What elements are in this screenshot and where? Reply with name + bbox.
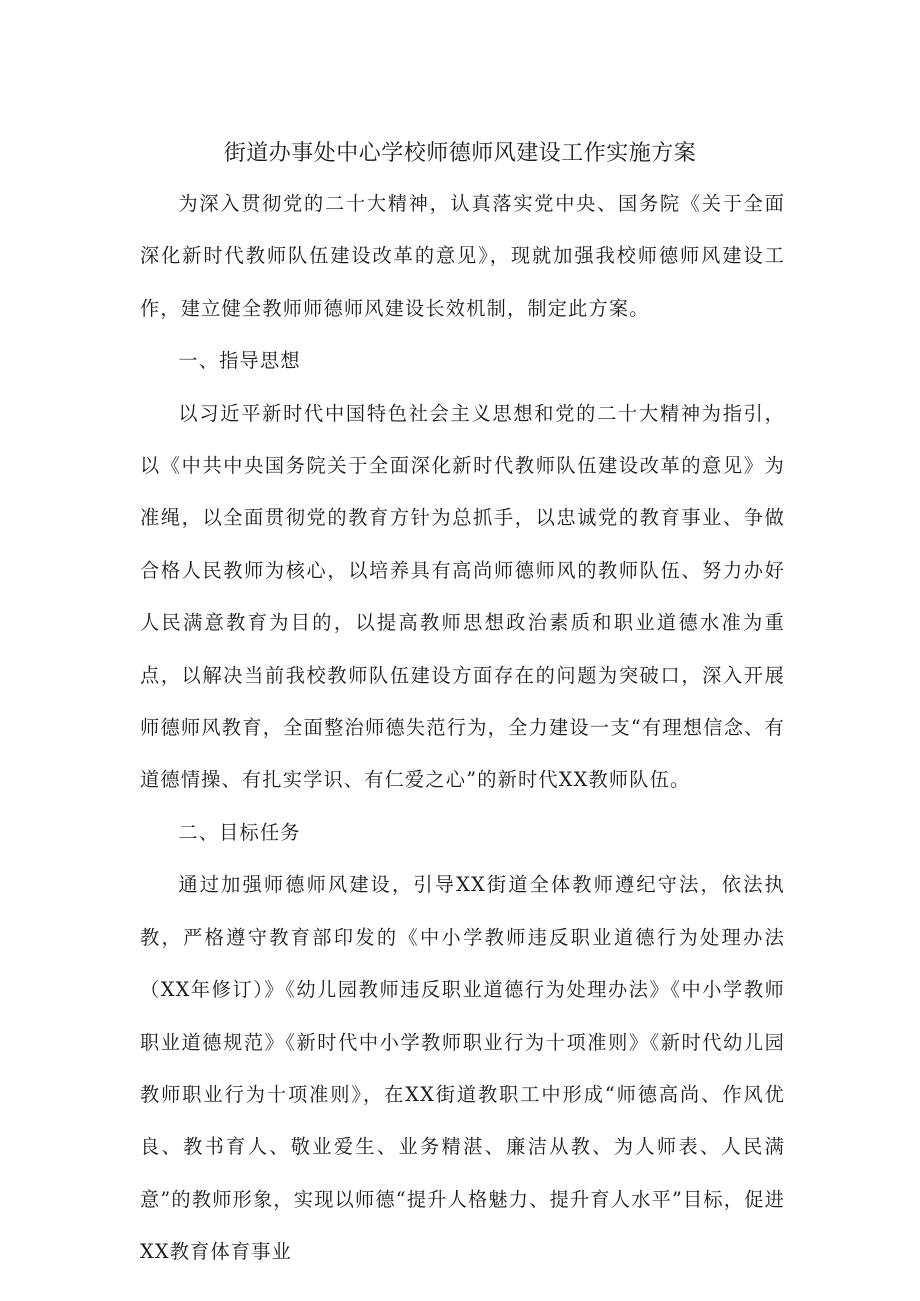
document-title: 街道办事处中心学校师德师风建设工作实施方案 xyxy=(223,141,697,166)
section-paragraph-goals-tasks: 通过加强师德师风建设，引导XX街道全体教师遵纪守法，依法执教，严格遵守教育部印发的《中小学教师违反职业道德行为处理办法（XX年修订）》《幼儿园教师违反职业道德行为处理办法》《中小学教师职业道德规范》《新时代中小学教师职业行为十项准则》《新时代幼儿园教师职业行为十项准则》，在XX街道教职工中形成“师德高尚、作风优良、教书育人、敬业爱生、业务精湛、廉洁从教、为人师表、人民满意”的教师形象，实现以师德“提升人格魅力、提升育人水平”目标，促进XX教育体育事业 xyxy=(140,873,785,1264)
section-heading-guiding-ideology: 一、指导思想 xyxy=(178,349,301,373)
document-body xyxy=(140,178,785,1279)
intro-paragraph: 为深入贯彻党的二十大精神，认真落实党中央、国务院《关于全面深化新时代教师队伍建设改革的意见》，现就加强我校师德师风建设工作，建立健全教师师德师风建设长效机制，制定此方案。 xyxy=(140,192,785,320)
section-paragraph-guiding-ideology: 以习近平新时代中国特色社会主义思想和党的二十大精神为指引，以《中共中央国务院关于全面深化新时代教师队伍建设改革的意见》为准绳，以全面贯彻党的教育方针为总抓手，以忠诚党的教育事业、争做合格人民教师为核心，以培养具有高尚师德师风的教师队伍、努力办好人民满意教育为目的，以提高教师思想政治素质和职业道德水准为重点，以解决当前我校教师队伍建设方面存在的问题为突破口，深入开展师德师风教育，全面整治师德失范行为，全力建设一支“有理想信念、有道德情操、有扎实学识、有仁爱之心”的新时代XX教师队伍。 xyxy=(140,401,785,792)
section-heading-goals-tasks: 二、目标任务 xyxy=(178,820,301,844)
